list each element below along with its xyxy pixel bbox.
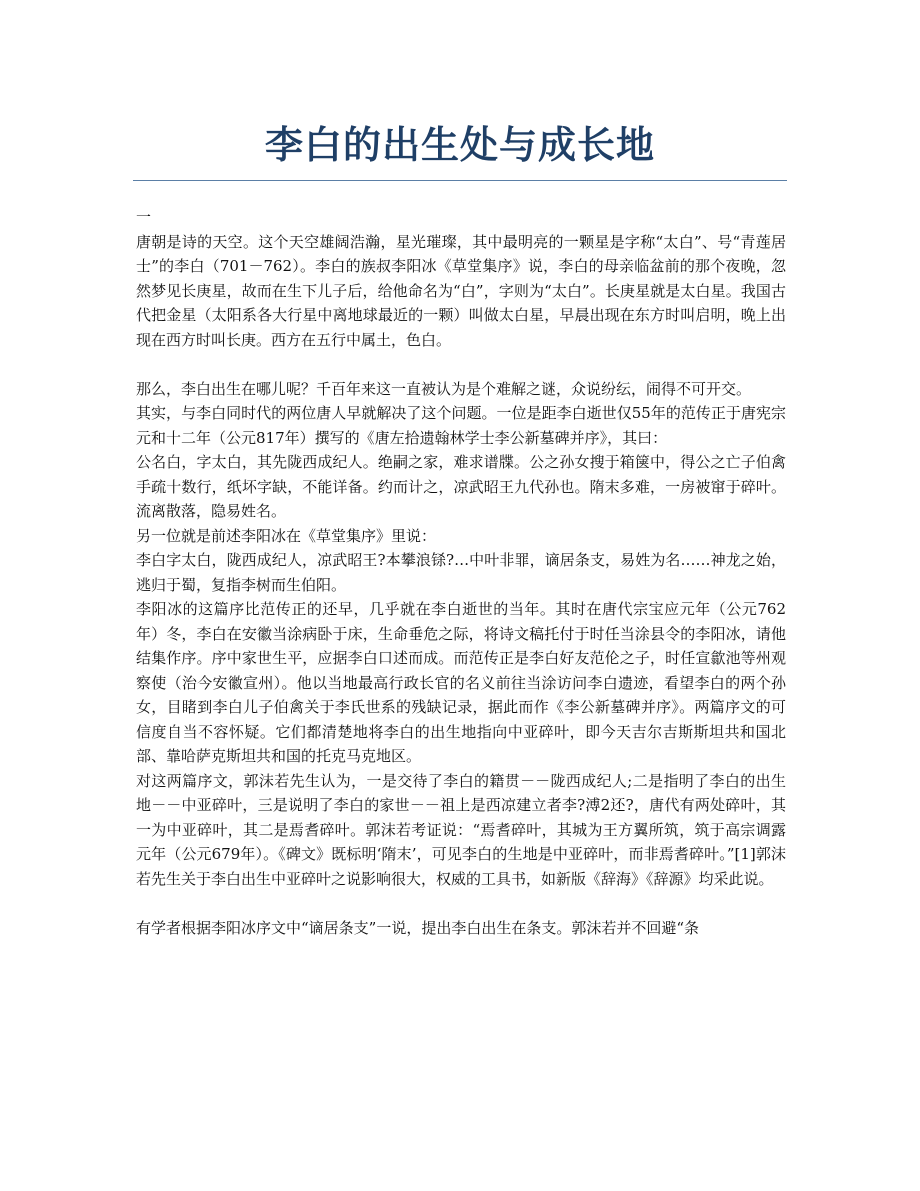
document-title: 李白的出生处与成长地 [264, 123, 655, 167]
paragraph-8: 对这两篇序文，郭沫若先生认为，一是交待了李白的籍贯－－陇西成纪人;二是指明了李白的出生地－－中亚碎叶，三是说明了李白的家世－－祖上是西凉建立者李?溥2还?，唐代有两处碎叶，其一为中亚碎叶，其二是焉耆碎叶。郭沫若考证说：“焉耆碎叶，其城为王方翼所筑，筑于高宗调露元年（公元679年）。《碑文》既标明‘隋末’，可见李白的生地是中亚碎叶，而非焉耆碎叶。”[1]郭沫若先生关于李白出生中亚碎叶之说影响很大，权威的工具书，如新版《辞海》《辞源》均采此说。 [136, 771, 786, 888]
paragraph-spacer [136, 891, 786, 916]
paragraph-2: 那么，李白出生在哪儿呢？千百年来这一直被认为是个难解之谜，众说纷纭，闹得不可开交。 [136, 379, 752, 398]
paragraph-spacer [136, 352, 786, 377]
paragraph-9: 有学者根据李阳冰序文中“谪居条支”一说，提出李白出生在条支。郭沫若并不回避“条 [136, 918, 700, 937]
paragraph-1: 唐朝是诗的天空。这个天空雄阔浩瀚，星光璀璨，其中最明亮的一颗星是字称“太白”、号“青莲居士”的李白（701－762）。李白的族叔李阳冰《草堂集序》说，李白的母亲临盆前的那个夜晚，忽然梦见长庚星，故而在生下儿子后，给他命名为“白”，字则为“太白”。长庚星就是太白星。我国古代把金星（太阳系各大行星中离地球最近的一颗）叫做太白星，早晨出现在东方时叫启明，晚上出现在西方时叫长庚。西方在五行中属土，色白。 [136, 232, 786, 349]
document-body [136, 205, 786, 940]
paragraph-4-quote: 公名白，字太白，其先陇西成纪人。绝嗣之家，难求谱牒。公之孙女搜于箱箧中，得公之亡子伯禽手疏十数行，纸坏字缺，不能详备。约而计之，凉武昭王九代孙也。隋末多难，一房被窜于碎叶。流离散落，隐易姓名。 [136, 453, 786, 520]
paragraph-5: 另一位就是前述李阳冰在《草堂集序》里说： [136, 526, 437, 545]
paragraph-3: 其实，与李白同时代的两位唐人早就解决了这个问题。一位是距李白逝世仅55年的范传正于唐宪宗元和十二年（公元817年）撰写的《唐左拾遗翰林学士李公新墓碑并序》，其曰： [136, 404, 786, 447]
section-number: 一 [136, 208, 152, 226]
title-divider [133, 180, 787, 181]
paragraph-7: 李阳冰的这篇序比范传正的还早，几乎就在李白逝世的当年。其时在唐代宗宝应元年（公元762年）冬，李白在安徽当涂病卧于床，生命垂危之际，将诗文稿托付于时任当涂县令的李阳冰，请他结集作序。序中家世生平，应据李白口述而成。而范传正是李白好友范伦之子，时任宣歙池等州观察使（治今安徽宣州）。他以当地最高行政长官的名义前往当涂访问李白遗迹，看望李白的两个孙女，目睹到李白儿子伯禽关于李氏世系的残缺记录，据此而作《李公新墓碑并序》。两篇序文的可信度自当不容怀疑。它们都清楚地将李白的出生地指向中亚碎叶，即今天吉尔吉斯斯坦共和国北部、靠哈萨克斯坦共和国的托克马克地区。 [136, 600, 786, 765]
paragraph-6-quote: 李白字太白，陇西成纪人，凉武昭王?本攀浪铩?…中叶非罪，谪居条支，易姓为名……神龙之始，逃归于蜀，复指李树而生伯阳。 [136, 551, 786, 594]
